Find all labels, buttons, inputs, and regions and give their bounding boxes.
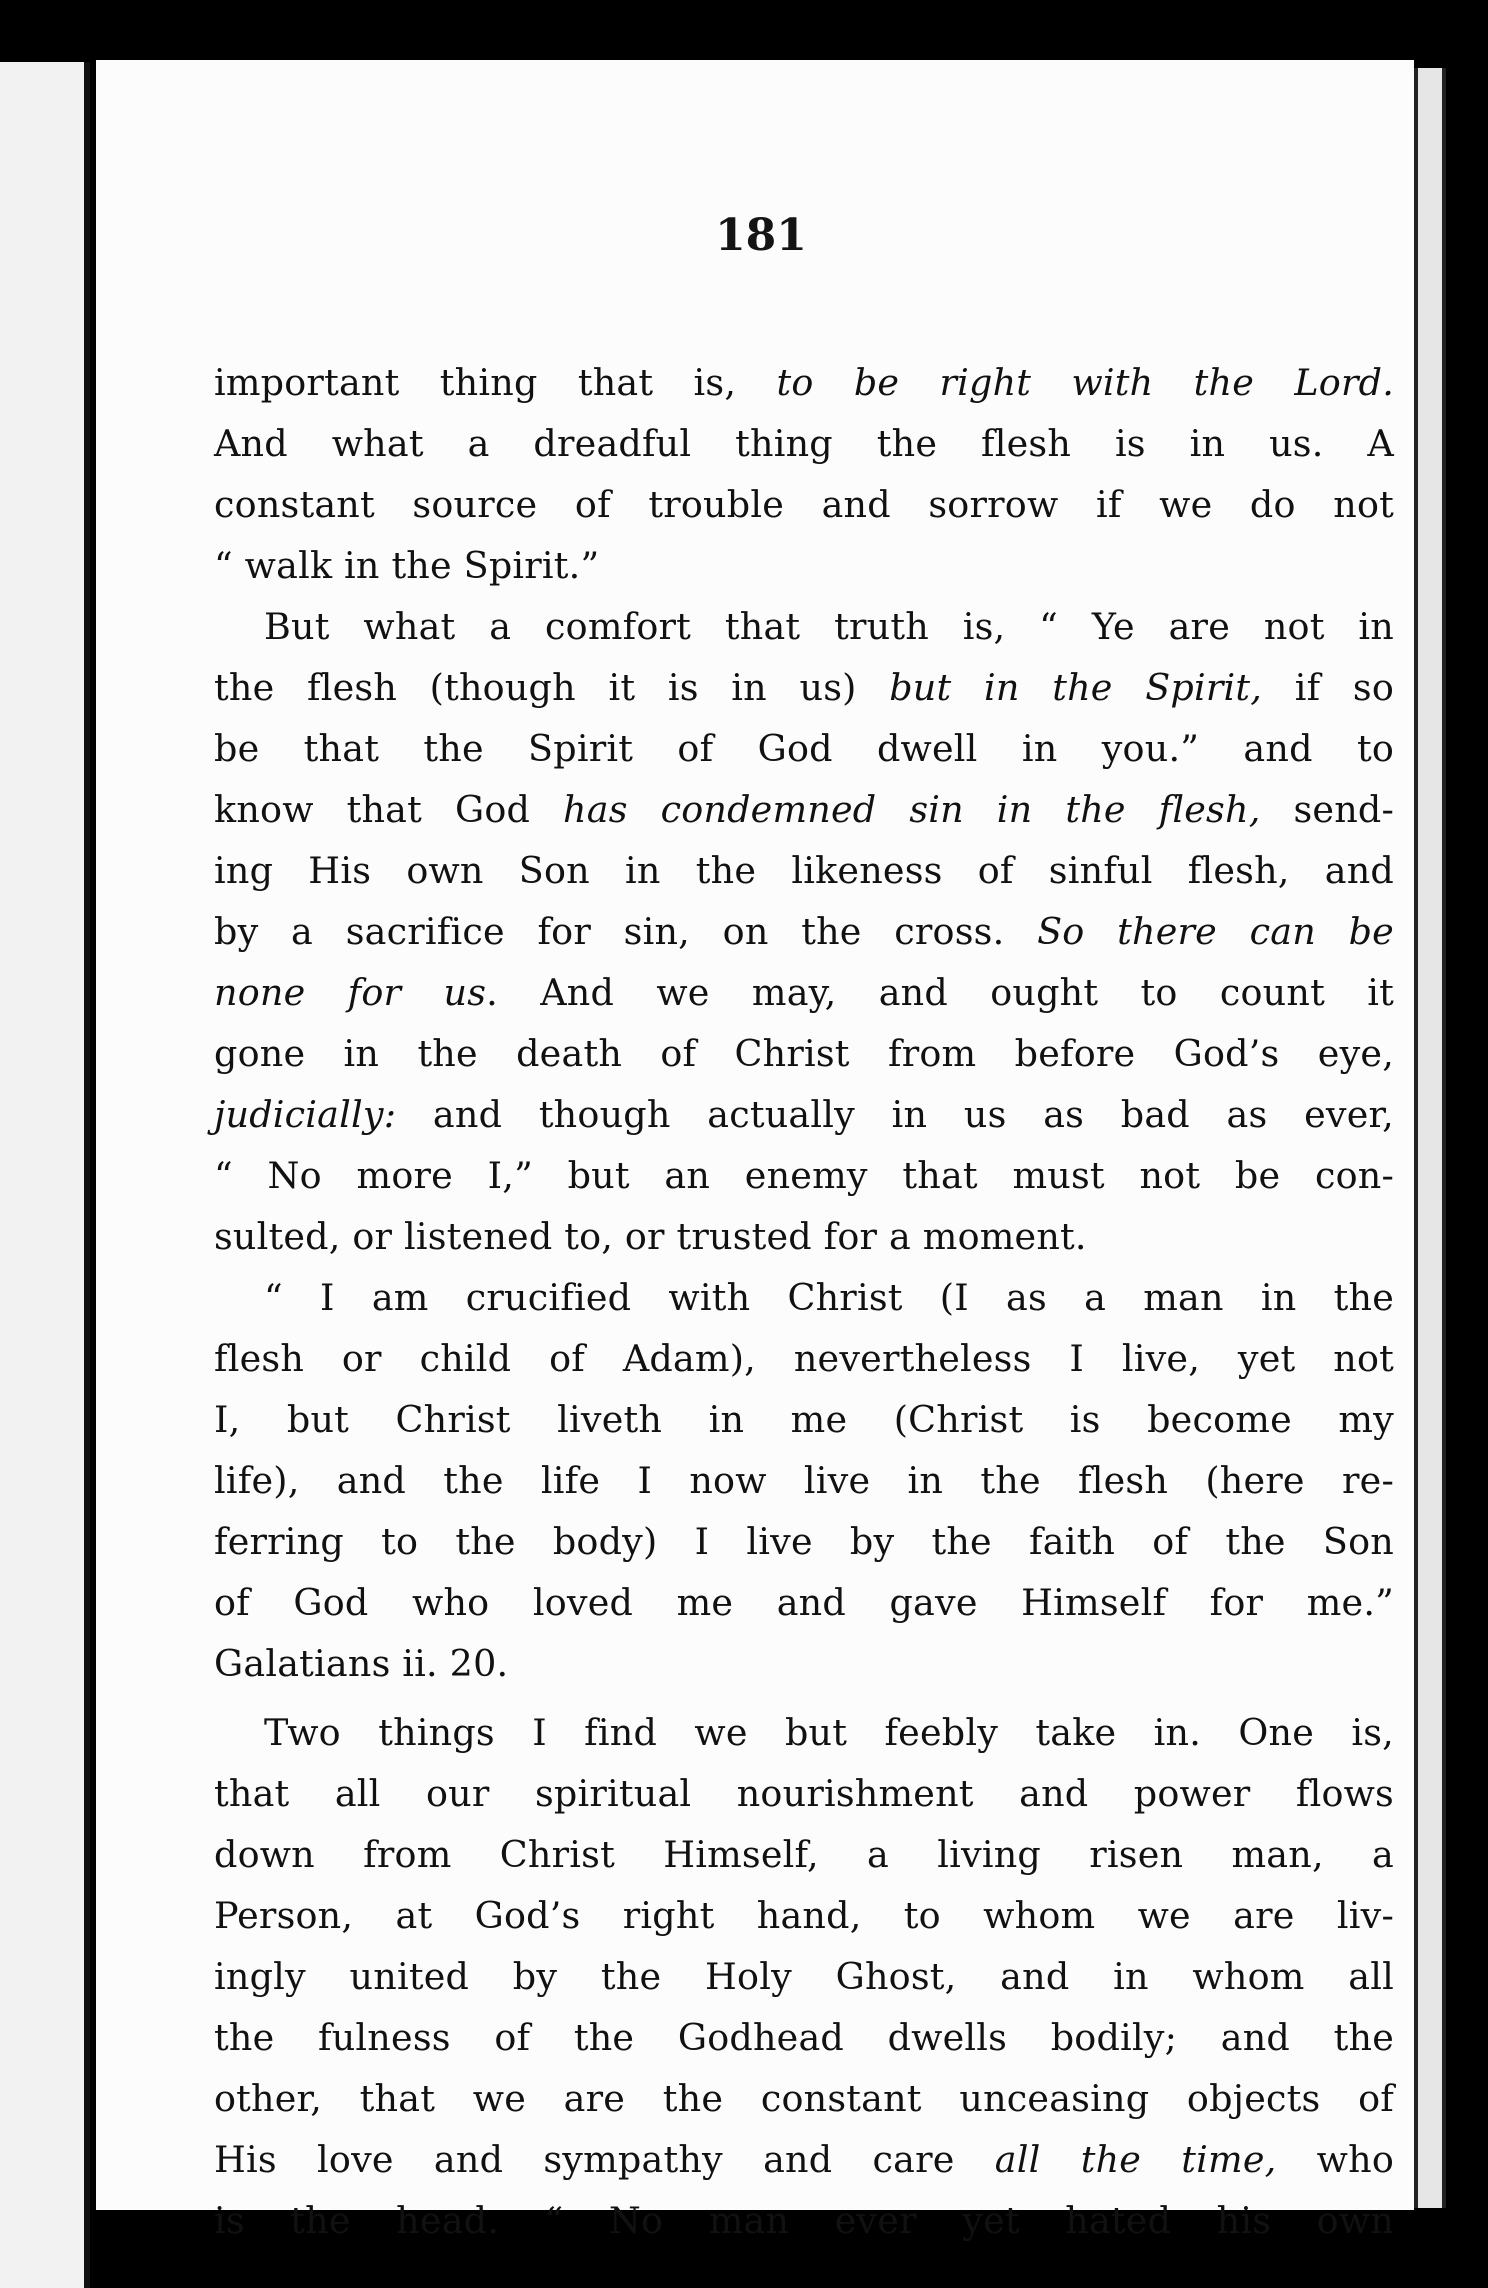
text-segment: the fulness of the Godhead dwells bodily; and the bbox=[214, 2016, 1394, 2059]
text-segment: But what a comfort that truth is, “ Ye are not in bbox=[264, 605, 1394, 648]
text-segment: that all our spiritual nourishment and power flows bbox=[214, 1772, 1394, 1815]
text-line bbox=[214, 718, 1394, 779]
text-segment: “ walk in the Spirit.” bbox=[214, 544, 600, 587]
text-segment: sulted, or listened to, or trusted for a moment. bbox=[214, 1215, 1087, 1258]
text-segment: who bbox=[1276, 2138, 1394, 2181]
text-line bbox=[214, 1946, 1394, 2007]
text-segment: by a sacrifice for sin, on the cross. bbox=[214, 910, 1038, 953]
italic-text: none for us bbox=[214, 971, 487, 1014]
text-line bbox=[214, 413, 1394, 474]
text-line bbox=[214, 657, 1394, 718]
text-segment: important thing that is, bbox=[214, 361, 777, 404]
text-segment: down from Christ Himself, a living risen man, a bbox=[214, 1833, 1394, 1876]
italic-text: has condemned sin in the flesh, bbox=[563, 788, 1261, 831]
text-line bbox=[214, 2190, 1394, 2251]
page-number: 181 bbox=[715, 210, 807, 261]
text-line bbox=[214, 1450, 1394, 1511]
text-segment: “ No more I,” but an enemy that must not be con- bbox=[214, 1154, 1394, 1197]
text-segment: and though actually in us as bad as ever, bbox=[396, 1093, 1394, 1136]
text-line bbox=[214, 596, 1394, 657]
italic-text: to be right with the Lord. bbox=[776, 361, 1394, 404]
text-segment: constant source of trouble and sorrow if we do not bbox=[214, 483, 1394, 526]
text-line bbox=[214, 2068, 1394, 2129]
text-line bbox=[214, 1145, 1394, 1206]
text-segment: send- bbox=[1260, 788, 1394, 831]
text-segment: if so bbox=[1262, 666, 1395, 709]
italic-text: all the time, bbox=[994, 2138, 1277, 2181]
text-segment: of God who loved me and gave Himself for me.” bbox=[214, 1581, 1394, 1624]
text-segment: gone in the death of Christ from before God’s eye, bbox=[214, 1032, 1394, 1075]
text-segment: ing His own Son in the likeness of sinful flesh, and bbox=[214, 849, 1394, 892]
text-segment: Two things I find we but feebly take in. One is, bbox=[264, 1711, 1394, 1754]
facing-page-edge bbox=[0, 62, 90, 2288]
text-line bbox=[214, 2007, 1394, 2068]
text-segment: . And we may, and ought to count it bbox=[486, 971, 1394, 1014]
text-line bbox=[214, 1084, 1394, 1145]
text-line bbox=[214, 1702, 1394, 1763]
page-stack-edge bbox=[1414, 68, 1446, 2208]
text-line bbox=[214, 840, 1394, 901]
text-line bbox=[214, 779, 1394, 840]
text-segment: “ I am crucified with Christ (I as a man in the bbox=[264, 1276, 1394, 1319]
text-line bbox=[214, 1511, 1394, 1572]
text-line bbox=[214, 1572, 1394, 1633]
page-body-text bbox=[214, 352, 1394, 2251]
text-line bbox=[214, 352, 1394, 413]
text-segment: His love and sympathy and care bbox=[214, 2138, 995, 2181]
italic-text: judicially: bbox=[214, 1093, 397, 1136]
text-segment: life), and the life I now live in the flesh (here re- bbox=[214, 1459, 1394, 1502]
text-segment: I, but Christ liveth in me (Christ is become my bbox=[214, 1398, 1394, 1441]
text-line bbox=[214, 1763, 1394, 1824]
text-line bbox=[214, 1633, 1394, 1694]
text-line bbox=[214, 962, 1394, 1023]
text-line bbox=[214, 1328, 1394, 1389]
text-line bbox=[214, 1206, 1394, 1267]
text-line bbox=[214, 1023, 1394, 1084]
text-segment: ingly united by the Holy Ghost, and in whom all bbox=[214, 1955, 1394, 1998]
text-line bbox=[214, 1885, 1394, 1946]
text-segment: be that the Spirit of God dwell in you.” and to bbox=[214, 727, 1394, 770]
text-line bbox=[214, 1389, 1394, 1450]
italic-text: but in the Spirit, bbox=[889, 666, 1263, 709]
text-segment: Person, at God’s right hand, to whom we are liv- bbox=[214, 1894, 1394, 1937]
text-line bbox=[214, 1267, 1394, 1328]
italic-text: So there can be bbox=[1037, 910, 1394, 953]
text-line bbox=[214, 2129, 1394, 2190]
text-line bbox=[214, 535, 1394, 596]
text-segment: know that God bbox=[214, 788, 564, 831]
text-segment: the flesh (though it is in us) bbox=[214, 666, 890, 709]
book-page bbox=[96, 60, 1414, 2242]
text-line bbox=[214, 1824, 1394, 1885]
text-segment: ferring to the body) I live by the faith of the Son bbox=[214, 1520, 1394, 1563]
text-segment: flesh or child of Adam), nevertheless I live, yet not bbox=[214, 1337, 1394, 1380]
text-segment: Galatians ii. 20. bbox=[214, 1642, 509, 1685]
text-line bbox=[214, 474, 1394, 535]
text-line bbox=[214, 901, 1394, 962]
text-segment: is the head. “ No man ever yet hated his own bbox=[214, 2199, 1394, 2242]
text-segment: other, that we are the constant unceasing objects of bbox=[214, 2077, 1394, 2120]
text-segment: And what a dreadful thing the flesh is in us. A bbox=[214, 422, 1394, 465]
